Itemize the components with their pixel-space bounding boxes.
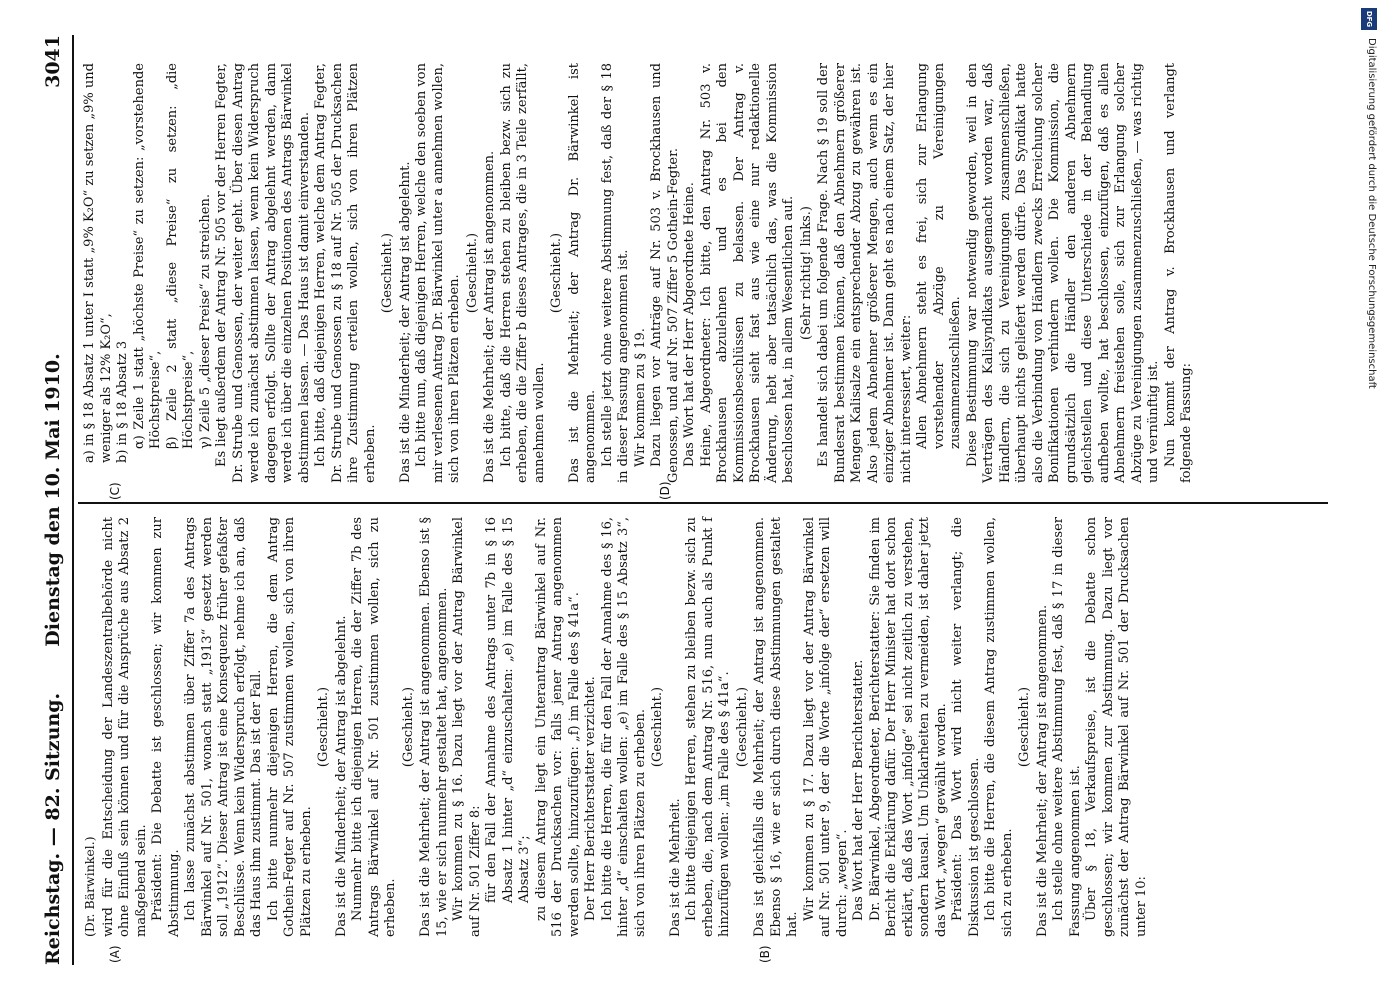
- paragraph: Ich lasse zunächst abstimmen über Ziffer 7a des Antrags Bärwinkel auf Nr. 501, wonach statt „1913“ gesetzt werden soll „1912“. Dieser Antrag ist eine Konsequenz früher gefaßter Beschlüsse. Wenn kein Widerspruch erfolgt, nehme ich an, daß das Haus ihm zustimmt. Das ist der Fall.: [183, 517, 264, 937]
- paragraph: Diese Bestimmung war notwendig geworden, weil in den Verträgen des Kalisyndikats ausgemacht worden war, daß Händlern, die sich zu Vereinigungen zusammenschließen, überhaupt nichts geliefert werden dürfe. Das Syndikat hatte also die Verbindung von Händlern zwecks Erreichung solcher Bonifikationen verhindern wollen. Die Kommission, die grundsätzlich die Händler den anderen Abnehmern gleichstellen und diese Unterschiede in der Behandlung aufheben wollte, hat beschlossen, einzufügen, daß es allen Abnehmern freistehen solle, sich zur Erlangung solcher Abzüge zu Vereinigungen zusammenzuschließen, — was richtig und vernünftig ist.: [964, 63, 1161, 483]
- motion-subitem: γ) Zeile 5 „dieser Preise“ zu streichen.: [197, 194, 213, 449]
- dfg-logo-text: DFG: [1365, 10, 1373, 28]
- margin-letter-d: (D): [658, 481, 672, 500]
- paragraph: Ich stelle jetzt ohne weitere Abstimmung fest, daß der § 18 in dieser Fassung angenommen ist.: [599, 63, 631, 483]
- stage-direction: (Geschieht.): [400, 686, 416, 768]
- paragraph: Ich bitte die Herren, die für den Fall der Annahme des § 16, hinter „d“ einschalten wollen: „e) im Falle des § 15 Absatz 3“, sich von ihren Plätzen zu erheben.: [599, 517, 648, 937]
- paragraph: Heine, Abgeordneter: Ich bitte, den Antrag Nr. 503 v. Brockhausen abzulehnen und es bei den Kommissionsbeschlüssen zu belassen. Der Antrag v. Brockhausen sieht fast aus wie eine nur redaktionelle Änderung, hebt aber tatsächlich das, was die Kommission beschlossen hat, in allem Wesentlichen auf.: [698, 63, 796, 483]
- paragraph: Das ist die Mehrheit; der Antrag Dr. Bärwinkel ist angenommen.: [566, 63, 598, 483]
- margin-letter-c: (C): [108, 482, 122, 500]
- paragraph: Über § 18, Verkaufspreise, ist die Debatte schon geschlossen; wir kommen zur Abstimmung. Dazu liegt vor zunächst der Antrag Bärwinkel auf Nr. 501 der Drucksachen unter 10:: [1084, 517, 1149, 937]
- stage-direction: (Geschieht.): [380, 232, 395, 314]
- stage-direction: (Geschieht.): [464, 232, 480, 314]
- paragraph: Das Wort hat der Herr Abgeordnete Heine.: [682, 182, 697, 467]
- paragraph: Es handelt sich dabei um folgende Frage. Nach § 19 soll der Bundesrat bestimmen können, daß den Abnehmern größerer Mengen Kalisalze ein entsprechender Abzug zu gewähren ist. Also jedem Abnehmer größerer Mengen, auch wenn es ein einziger Abnehmer ist. Dann geht es nach einem Satz, der hier nicht interessiert, weiter:: [816, 63, 914, 483]
- paragraph: zu diesem Antrag liegt ein Unterantrag Bärwinkel auf Nr. 516 der Drucksachen vor: falls jener Antrag angenommen werden sollte, hinzuzufügen: „f) im Falle des § 41a“.: [533, 517, 582, 937]
- dfg-attribution: [1361, 8, 1377, 568]
- paragraph: Wir kommen zu § 19.: [632, 328, 648, 467]
- paragraph: Ich bitte die Herren, die diesem Antrag zustimmen wollen, sich zu erheben.: [983, 517, 1015, 937]
- paragraph: Der Herr Berichterstatter verzichtet.: [583, 676, 598, 921]
- paragraph: Ich bitte, daß die Herren stehen zu bleiben bezw. sich zu erheben, die die Ziffer b dieses Antrages, die in 3 Teile zerfällt, annehmen wollen.: [498, 63, 547, 483]
- paragraph: Dr. Bärwinkel, Abgeordneter, Berichterstatter: Sie finden im Bericht die Erklärung dafür. Der Herr Minister hat dort schon erklärt, daß das Wort „infolge“ sei nicht zeitlich zu verstehen, sondern kausal. Um Unklarheiten zu vermeiden, ist daher jetzt das Wort „wegen“ gewählt worden.: [867, 517, 949, 937]
- header-center: Dienstag den 10. Mai 1910.: [42, 353, 64, 647]
- paragraph: Das ist die Minderheit; der Antrag ist abgelehnt.: [397, 161, 413, 483]
- right-column: [82, 63, 1196, 483]
- motion-item: b) in § 18 Absatz 3: [115, 340, 130, 463]
- paragraph: Das ist die Mehrheit; der Antrag ist angenommen.: [1034, 604, 1050, 937]
- paragraph: Das ist die Mehrheit; der Antrag ist angenommen. Ebenso ist § 15, wie er sich nunmehr gestaltet hat, angenommen.: [418, 517, 450, 937]
- stage-direction: (Sehr richtig! links.): [798, 206, 814, 340]
- rotated-page: [38, 35, 1338, 965]
- paragraph: Das ist die Mehrheit.: [667, 798, 683, 937]
- speaker-header: (Dr. Bärwinkel.): [82, 836, 97, 937]
- quoted-motion: für den Fall der Annahme des Antrags unter 7b in § 16 Absatz 1 hinter „d“ einzuschalten: „e) im Falle des § 15 Absatz 3“;: [484, 517, 532, 903]
- paragraph: Präsident: Das Wort wird nicht weiter verlangt; die Diskussion ist geschlossen.: [950, 517, 982, 937]
- running-head: [38, 35, 74, 965]
- stage-direction: (Geschieht.): [549, 232, 564, 314]
- motion-subitem: α) Zeile 1 statt „höchste Preise“ zu setzen: „vorstehende Höchstpreise“,: [131, 63, 163, 449]
- paragraph: Das ist die Mehrheit; der Antrag ist angenommen.: [482, 150, 497, 483]
- stage-direction: (Geschieht.): [734, 686, 750, 768]
- paragraph: Ich bitte diejenigen Herren, stehen zu bleiben bezw. sich zu erheben, die, nach dem Antrag Nr. 516, nun auch als Punkt f hinzufügen wollen: „im Falle des § 41a“.: [684, 517, 732, 937]
- left-column: [82, 517, 1150, 937]
- header-left: Reichstag. — 82. Sitzung.: [42, 692, 64, 965]
- paragraph: Nunmehr bitte ich diejenigen Herren, die der Ziffer 7b des Antrags Bärwinkel auf Nr. 501 zustimmen wollen, sich zu erheben.: [350, 517, 398, 937]
- paragraph: Wir kommen zu § 17. Dazu liegt vor der Antrag Bärwinkel auf Nr. 501 unter 9, der die Worte „infolge der“ ersetzen will durch: „wegen“.: [801, 517, 850, 937]
- paragraph: wird für die Entscheidung der Landeszentralbehörde nicht ohne Einfluß sein können und für die Ansprüche aus Absatz 2 maßgebend sein.: [100, 517, 149, 937]
- stage-direction: (Geschieht.): [650, 686, 665, 768]
- motion-item: a) in § 18 Absatz 1 unter I statt „9% K₂O“ zu setzen „9% und weniger als 12% K₂O“,: [82, 63, 114, 463]
- margin-letter-a: (A): [108, 945, 122, 963]
- paragraph: Dazu liegen vor Anträge auf Nr. 503 v. Brockhausen und Genossen, und auf Nr. 507 Ziffer 5 Gothein-Fegter.: [649, 63, 681, 483]
- paragraph: Ich bitte nun, daß diejenigen Herren, welche den soeben von mir verlesenen Antrag Dr. Bärwinkel unter a annehmen wollen, sich von ihren Plätzen erheben.: [414, 63, 462, 483]
- paragraph: Nun kommt der Antrag v. Brockhausen und verlangt folgende Fassung:: [1162, 63, 1194, 483]
- paragraph: Ich stelle ohne weitere Abstimmung fest, daß § 17 in dieser Fassung angenommen ist.: [1051, 517, 1083, 937]
- margin-letter-b: (B): [758, 945, 772, 963]
- paragraph: Wir kommen zu § 16. Dazu liegt vor der Antrag Bärwinkel auf Nr. 501 Ziffer 8:: [451, 517, 483, 937]
- column-divider: [78, 502, 1328, 504]
- paragraph: Präsident: Die Debatte ist geschlossen; wir kommen zur Abstimmung.: [150, 517, 182, 937]
- dfg-note: Digitalisierung gefördert durch die Deutsche Forschungsgemeinschaft: [1366, 38, 1377, 389]
- paragraph: Das ist gleichfalls die Mehrheit; der Antrag ist angenommen. Ebenso § 16, wie er sich durch diese Abstimmungen gestaltet hat.: [752, 517, 800, 937]
- paragraph: Ich bitte, daß diejenigen Herren, welche dem Antrag Fegter, Dr. Strube und Genossen zu § 18 auf Nr. 505 der Drucksachen ihre Zustimmung erteilen wollen, sich von ihren Plätzen erheben.: [313, 63, 378, 483]
- dfg-logo: [1361, 8, 1377, 30]
- paragraph: Ich bitte nunmehr diejenigen Herren, die dem Antrag Gothein-Fegter auf Nr. 507 zustimmen wollen, sich von ihren Plätzen zu erheben.: [265, 517, 314, 937]
- paragraph: Das ist die Minderheit; der Antrag ist abgelehnt.: [333, 615, 349, 937]
- motion-subitem: β) Zeile 2 statt „diese Preise“ zu setzen: „die Höchstpreise“,: [164, 63, 196, 449]
- paragraph: Das Wort hat der Herr Berichterstatter.: [851, 659, 866, 921]
- stage-direction: (Geschieht.): [1017, 686, 1032, 768]
- quoted-text: Allen Abnehmern steht es frei, sich zur Erlangung vorstehender Abzüge zu Vereinigungen zusammenzuschließen.: [915, 63, 963, 449]
- page-number: 3041: [42, 35, 64, 88]
- stage-direction: (Geschieht.): [316, 686, 331, 768]
- paragraph: Es liegt außerdem der Antrag Nr. 505 vor der Herren Fegter, Dr. Strube und Genossen, der weiter geht. Über diesen Antrag werde ich zunächst abstimmen lassen, wenn kein Widerspruch dagegen erfolgt. Sollte der Antrag abgelehnt werden, dann werde ich über die einzelnen Positionen des Antrags Bärwinkel abstimmen lassen. — Das Haus ist damit einverstanden.: [214, 62, 312, 483]
